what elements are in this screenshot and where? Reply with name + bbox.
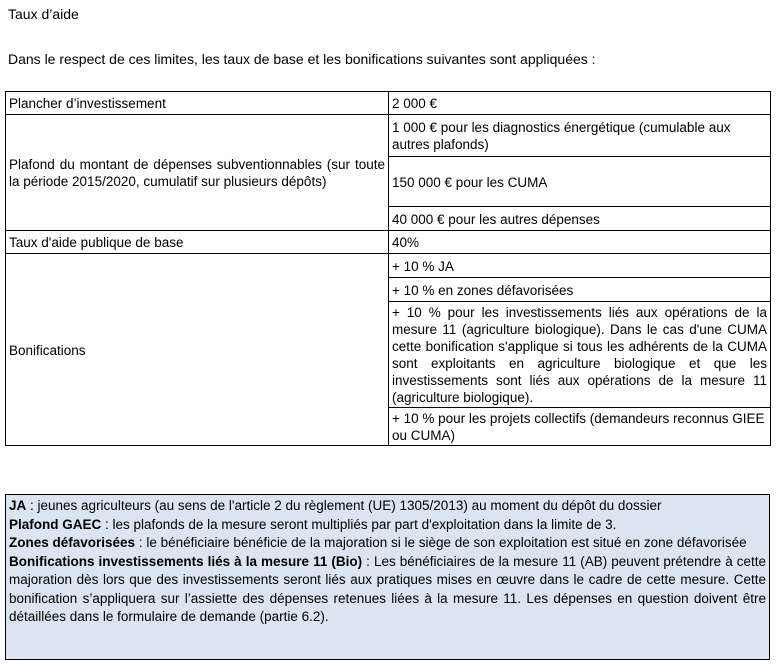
bonus-value: + 10 % en zones défavorisées: [389, 278, 771, 302]
bonus-value: + 10 % JA: [389, 254, 771, 278]
ceiling-value: 40 000 € pour les autres dépenses: [389, 207, 771, 231]
note-item: [9, 516, 766, 535]
note-term: JA: [9, 498, 27, 513]
base-rate-label: Taux d'aide publique de base: [6, 231, 389, 254]
note-term: Bonifications investissements liés à la mesure 11 (Bio): [9, 553, 363, 569]
bonus-value: + 10 % pour les projets collectifs (demandeurs reconnus GIEE ou CUMA): [389, 408, 771, 446]
section-heading: Taux d’aide: [8, 6, 79, 22]
bonus-value: + 10 % pour les investissements liés aux opérations de la mesure 11 (agriculture biologique). Dans le cas d'une CUMA cette bonification s'applique si tous les adhérents de la CUMA sont exploitants en agriculture biologique et que les investissements sont liés aux opérations de la mesure 11 (agriculture biologique).: [389, 302, 771, 408]
aid-rate-table: [5, 91, 771, 446]
note-text: : jeunes agriculteurs (au sens de l'article 2 du règlement (UE) 1305/2013) au moment du dépôt du dossier: [26, 498, 662, 513]
bonus-label: Bonifications: [6, 254, 389, 446]
floor-value: 2 000 €: [389, 92, 771, 115]
intro-paragraph: Dans le respect de ces limites, les taux de base et les bonifications suivantes sont appliquées :: [8, 51, 596, 67]
note-term: Zones défavorisées: [9, 535, 136, 550]
note-text: : Les bénéficiaires de la mesure 11 (AB) peuvent prétendre à cette majoration dès lors que des investissements seront liés aux pratiques mises en œuvre dans le cadre de cette mesure. Cette bonification s’appliquera sur l’assiette des dépenses retenues liées à la mesure 11. Les dépenses en question doivent être détaillées dans le formulaire de demande (partie 6.2).: [9, 553, 766, 624]
notes-box: [5, 494, 770, 660]
floor-label: Plancher d’investissement: [6, 92, 389, 115]
note-item: [9, 553, 766, 627]
note-item: [9, 534, 766, 553]
table-row-ceiling: [6, 115, 771, 157]
note-item: [9, 497, 766, 516]
note-term: Plafond GAEC: [9, 516, 102, 532]
base-rate-value: 40%: [389, 231, 771, 254]
note-text: : les plafonds de la mesure seront multipliés par part d'exploitation dans la limite de 3.: [101, 516, 617, 532]
ceiling-label: Plafond du montant de dépenses subventionnables (sur toute la période 2015/2020, cumulatif sur plusieurs dépôts): [6, 115, 389, 231]
ceiling-value: 1 000 € pour les diagnostics énergétique (cumulable aux autres plafonds): [389, 115, 771, 157]
note-text: : le bénéficiaire bénéficie de la majoration si le siège de son exploitation est situé en zone défavorisée: [135, 535, 747, 550]
ceiling-value: 150 000 € pour les CUMA: [389, 157, 771, 207]
table-row-floor: [6, 92, 771, 115]
table-row-base-rate: [6, 231, 771, 254]
table-row-bonus: [6, 254, 771, 278]
